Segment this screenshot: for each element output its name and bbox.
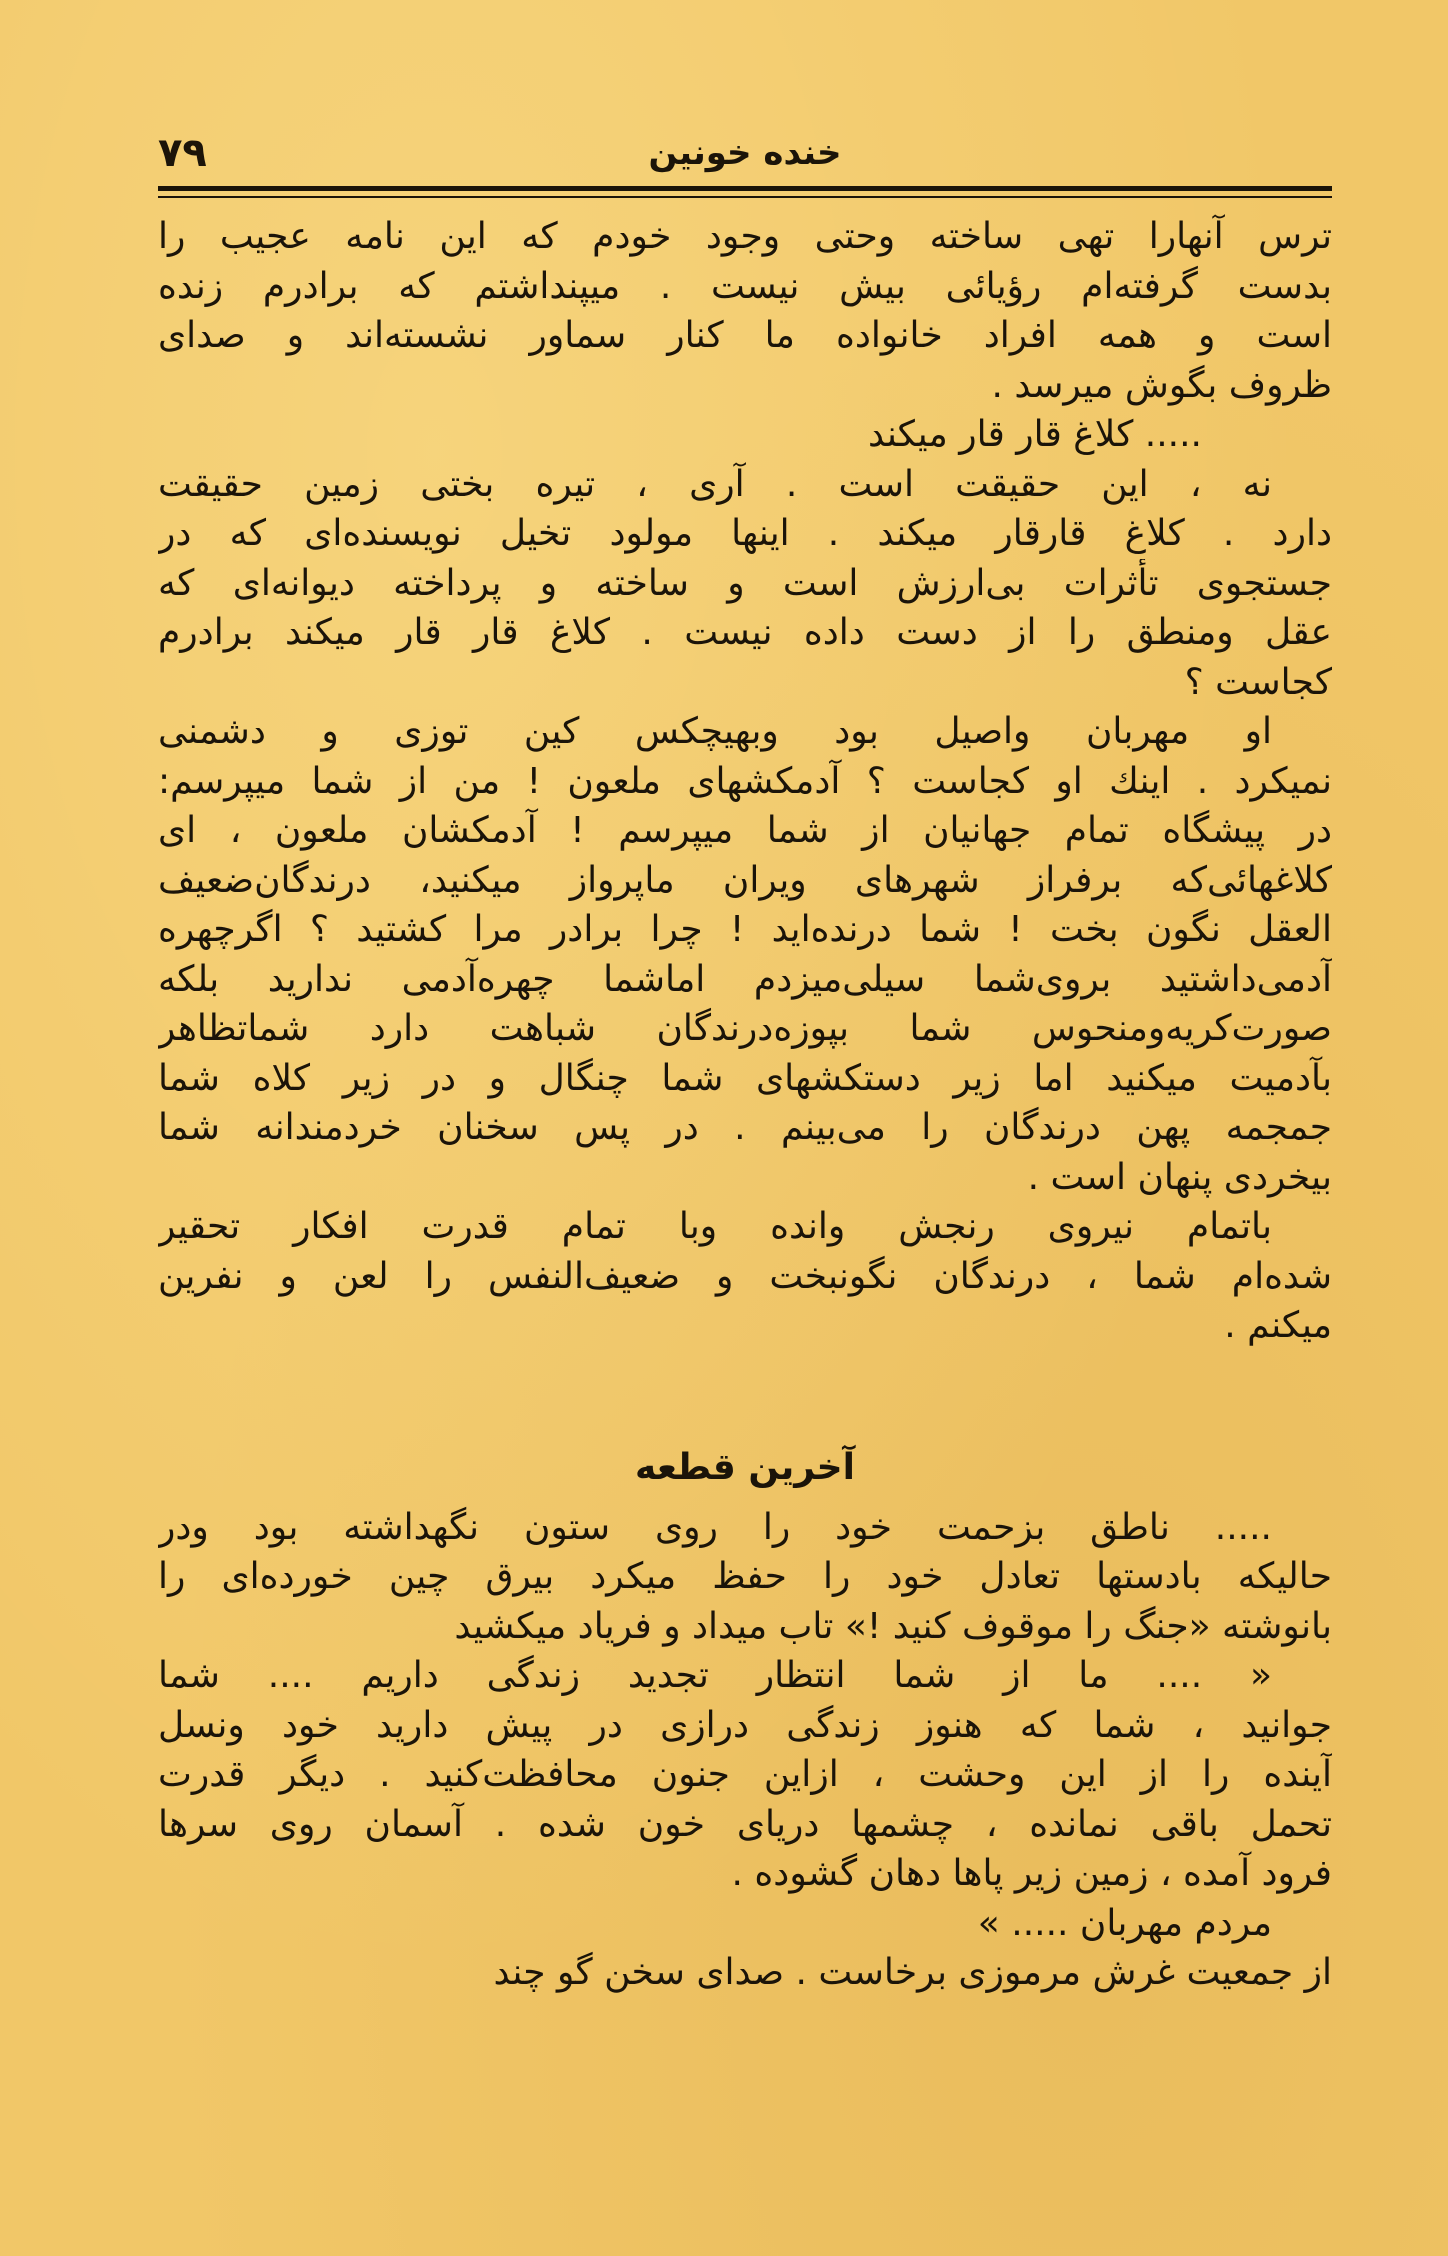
text-line: بیخردی پنهان است . <box>1027 1156 1332 1198</box>
text-line: است و همه افراد خانواده ما کنار سماور نشسته‌اند و صدای <box>158 315 1332 356</box>
text-line: بآدمیت میکنید اما زیر دستکشهای شما چنگال و در زیر کلاه شما <box>158 1057 1332 1099</box>
text-line: العقل نگون بخت ! شما درنده‌اید ! چرا برادر مرا کشتید ؟ اگرچهره <box>158 909 1332 950</box>
text-line: ترس آنهارا تهی ساخته وحتی وجود خودم که این نامه عجیب را <box>158 216 1332 257</box>
text-line: جستجوی تأثرات بی‌ارزش است و ساخته و پرداخته دیوانه‌ای که <box>158 562 1332 604</box>
text-line: ..... ناطق بزحمت خود را روی ستون نگهداشته بود ودر <box>158 1506 1272 1548</box>
text-line: صورت‌کریه‌ومنحوس شما بپوزه‌درندگان شباهت دارد شماتظاهر <box>158 1008 1332 1049</box>
text-line: مردم مهربان ..... » <box>977 1902 1272 1944</box>
text-line: « .... ما از شما انتظار تجدید زندگی داریم .... شما <box>158 1655 1272 1696</box>
text-line: عقل ومنطق را از دست داده نیست . کلاغ قار قار میکند برادرم <box>158 612 1332 653</box>
text-line: باتمام نیروی رنجش وانده وبا تمام قدرت افکار تحقیر <box>158 1206 1272 1247</box>
text-line: میکنم . <box>1224 1305 1332 1346</box>
section-title: آخرین قطعه <box>635 1446 855 1488</box>
text-line: فرود آمده ، زمین زیر پاها دهان گشوده . <box>731 1853 1332 1894</box>
text-line: بانوشته «جنگ را موقوف کنید !» تاب میداد و فریاد میکشید <box>454 1605 1332 1647</box>
text-line: تحمل باقی نمانده ، چشمها دریای خون شده . آسمان روی سرها <box>158 1803 1332 1845</box>
text-line: نمیکرد . اینك او کجاست ؟ آدمکشهای ملعون ! من از شما میپرسم: <box>158 760 1332 802</box>
text-line: او مهربان واصیل بود وبهیچکس کین توزی و دشمنی <box>158 711 1272 752</box>
text-line: حالیکه بادستها تعادل خود را حفظ میکرد بیرق چین خورده‌ای را <box>158 1556 1332 1597</box>
text-line: آدمی‌داشتید بروی‌شما سیلی‌میزدم اماشما چهره‌آدمی ندارید بلکه <box>158 958 1332 1000</box>
body-text <box>158 212 1332 1998</box>
text-line: شده‌ام شما ، درندگان نگونبخت و ضعیف‌النفس را لعن و نفرین <box>158 1255 1332 1297</box>
text-line: ..... کلاغ قار قار میکند <box>867 414 1202 455</box>
page-header <box>158 128 1332 178</box>
text-line: کجاست ؟ <box>1184 661 1332 703</box>
text-line: در پیشگاه تمام جهانیان از شما میپرسم ! آدمکشان ملعون ، ای <box>158 810 1332 851</box>
text-line: آینده را از این وحشت ، ازاین جنون محافظت‌کنید . دیگر قدرت <box>158 1754 1332 1795</box>
text-line: بدست گرفته‌ام رؤیائی بیش نیست . میپنداشتم که برادرم زنده <box>158 265 1332 307</box>
text-line: از جمعیت غرش مرموزی برخاست . صدای سخن گو چند <box>493 1952 1332 1993</box>
text-line: ظروف بگوش میرسد . <box>991 364 1332 406</box>
header-rule-thin <box>158 196 1332 198</box>
text-line: جمجمه پهن درندگان را می‌بینم . در پس سخنان خردمندانه شما <box>158 1107 1332 1148</box>
running-title: خنده خونین <box>648 133 842 173</box>
page-number: ۷۹ <box>158 130 207 176</box>
text-line: جوانید ، شما که هنوز زندگی درازی در پیش دارید خود ونسل <box>158 1704 1332 1746</box>
text-line: دارد . کلاغ قارقار میکند . اینها مولود تخیل نویسنده‌ای که در <box>158 513 1332 554</box>
text-line: نه ، این حقیقت است . آری ، تیره بختی زمین حقیقت <box>158 463 1272 505</box>
text-line: کلاغهائی‌که برفراز شهرهای ویران ماپرواز میکنید، درندگان‌ضعیف <box>158 859 1332 901</box>
section-gap <box>158 1351 1332 1443</box>
header-rule-thick <box>158 186 1332 191</box>
